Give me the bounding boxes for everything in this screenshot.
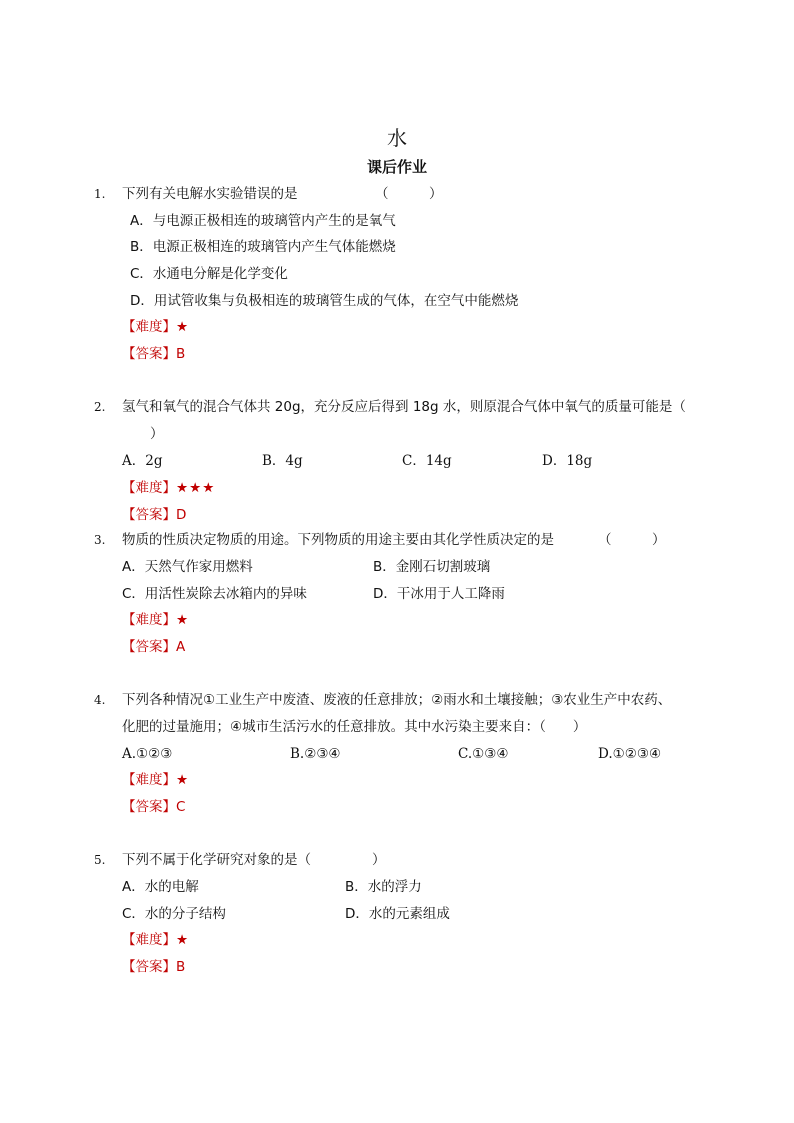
option-a: A．水的电解 xyxy=(122,879,199,895)
question-stem-continued: 化肥的过量施用；④城市生活污水的任意排放。其中水污染主要来自：（ ） xyxy=(122,719,587,735)
difficulty-label: 【难度】 xyxy=(122,772,176,788)
answer-label: 【答案】 xyxy=(122,959,176,975)
option-c: C．水通电分解是化学变化 xyxy=(130,266,288,282)
answer-row xyxy=(122,506,186,524)
difficulty-stars: ★ xyxy=(176,612,190,628)
difficulty-stars: ★ xyxy=(176,319,190,335)
answer-row xyxy=(122,345,185,363)
difficulty-label: 【难度】 xyxy=(122,612,176,628)
option-d: D．用试管收集与负极相连的玻璃管生成的气体，在空气中能燃烧 xyxy=(130,293,519,309)
answer-label: 【答案】 xyxy=(122,639,176,655)
option-c: C.①③④ xyxy=(458,746,509,762)
question-stem: 下列不属于化学研究对象的是（ xyxy=(122,852,311,868)
question-stem: 物质的性质决定物质的用途。下列物质的用途主要由其化学性质决定的是 xyxy=(122,532,554,548)
difficulty-row xyxy=(122,931,189,949)
option-a: A．2g xyxy=(122,453,163,469)
difficulty-row xyxy=(122,611,189,629)
option-d: D．干冰用于人工降雨 xyxy=(373,586,505,602)
answer-value: A xyxy=(176,639,186,655)
question-stem: 下列各种情况①工业生产中废渣、废液的任意排放；②雨水和土壤接触；③农业生产中农药、 xyxy=(122,692,672,708)
question-stem: 氢气和氧气的混合气体共 20g，充分反应后得到 18g 水，则原混合气体中氧气的质量可能是（ xyxy=(122,399,686,415)
option-d: D.①②③④ xyxy=(598,746,662,762)
answer-row xyxy=(122,638,185,656)
answer-value: B xyxy=(176,346,186,362)
answer-label: 【答案】 xyxy=(122,507,176,523)
option-a: A.①②③ xyxy=(122,746,173,762)
question-number: 3. xyxy=(94,533,106,547)
difficulty-row xyxy=(122,771,189,789)
question-number: 4. xyxy=(94,693,106,707)
difficulty-stars: ★ xyxy=(176,932,190,948)
option-c: C．用活性炭除去冰箱内的异味 xyxy=(122,586,307,602)
answer-bracket: （ ） xyxy=(598,532,666,548)
difficulty-stars: ★ xyxy=(176,772,190,788)
answer-value: B xyxy=(176,959,186,975)
option-a: A．天然气作家用燃料 xyxy=(122,559,253,575)
option-d: D．水的元素组成 xyxy=(345,906,450,922)
question-number: 2. xyxy=(94,400,106,414)
option-d: D．18g xyxy=(542,453,593,469)
option-b: B．4g xyxy=(262,453,303,469)
difficulty-label: 【难度】 xyxy=(122,319,176,335)
question-number: 5. xyxy=(94,853,106,867)
answer-value: C xyxy=(176,799,186,815)
answer-label: 【答案】 xyxy=(122,799,176,815)
question-stem: 下列有关电解水实验错误的是 xyxy=(122,186,298,202)
page-title: 水 xyxy=(387,126,407,150)
difficulty-row xyxy=(122,318,189,336)
difficulty-label: 【难度】 xyxy=(122,932,176,948)
option-b: B．水的浮力 xyxy=(345,879,422,895)
difficulty-label: 【难度】 xyxy=(122,480,176,496)
answer-row xyxy=(122,958,185,976)
option-c: C．水的分子结构 xyxy=(122,906,226,922)
option-b: B.②③④ xyxy=(290,746,341,762)
question-number: 1. xyxy=(94,187,106,201)
option-b: B．金刚石切割玻璃 xyxy=(373,559,491,575)
page-subtitle: 课后作业 xyxy=(366,158,427,176)
question-stem-continued: ） xyxy=(150,426,164,442)
answer-row xyxy=(122,798,185,816)
answer-bracket: ） xyxy=(372,852,386,868)
difficulty-stars: ★★★ xyxy=(176,480,216,496)
answer-bracket: （ ） xyxy=(375,186,443,202)
option-c: C．14g xyxy=(402,453,452,469)
difficulty-row xyxy=(122,479,215,497)
option-b: B．电源正极相连的玻璃管内产生气体能燃烧 xyxy=(130,239,396,255)
answer-label: 【答案】 xyxy=(122,346,176,362)
answer-value: D xyxy=(176,507,187,523)
option-a: A．与电源正极相连的玻璃管内产生的是氧气 xyxy=(130,213,396,229)
